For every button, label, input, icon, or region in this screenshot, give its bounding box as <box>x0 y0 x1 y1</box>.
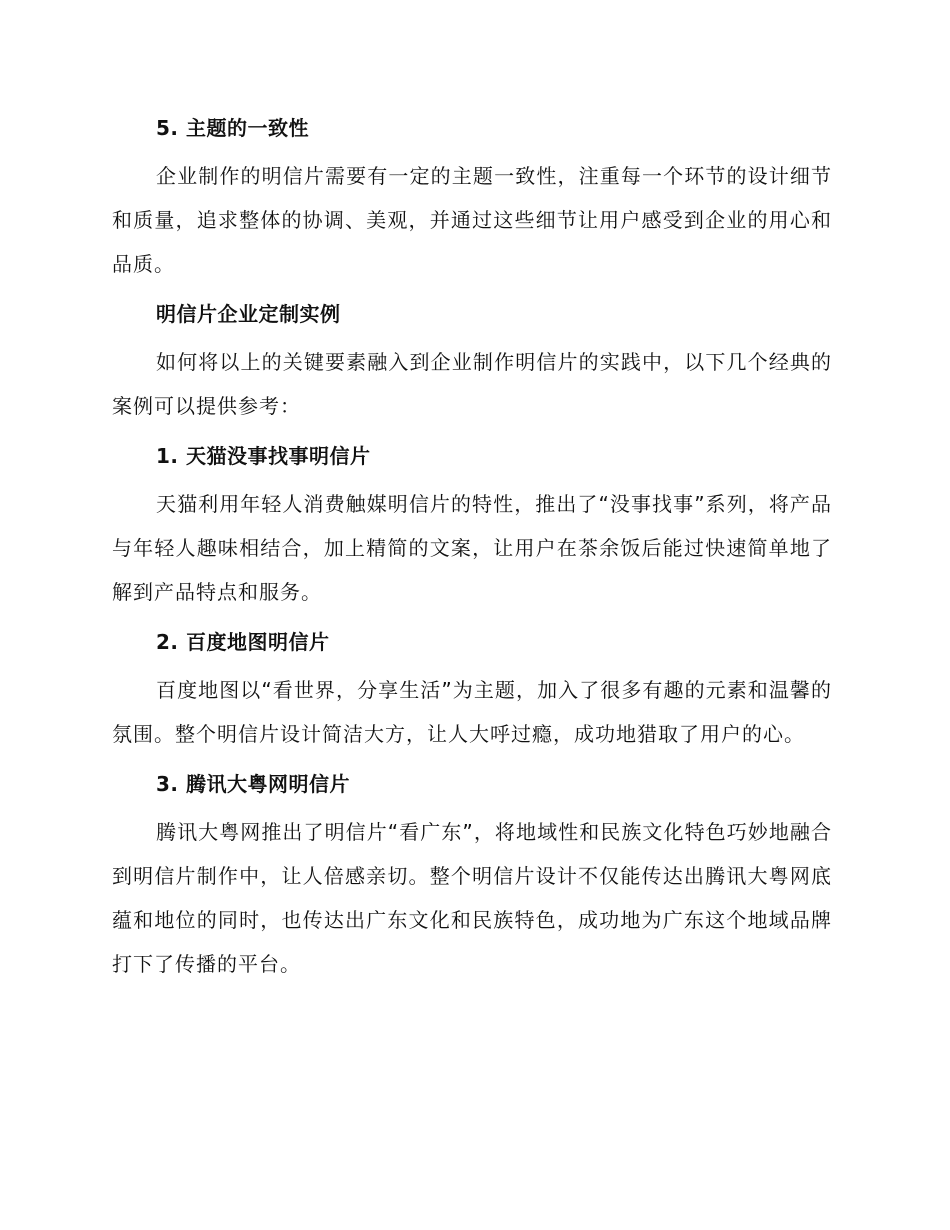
section-heading: 明信片企业定制实例 <box>156 302 341 326</box>
section-examples-intro <box>112 294 832 428</box>
section-paragraph: 天猫利用年轻人消费触媒明信片的特性，推出了“没事找事”系列，将产品与年轻人趣味相结合，加上精简的文案，让用户在茶余饭后能过快速简单地了解到产品特点和服务。 <box>112 492 832 604</box>
section-theme-consistency <box>112 108 832 286</box>
section-tencent-dayue <box>112 764 832 986</box>
section-paragraph: 腾讯大粤网推出了明信片“看广东”，将地域性和民族文化特色巧妙地融合到明信片制作中，让人倍感亲切。整个明信片设计不仅能传达出腾讯大粤网底蕴和地位的同时，也传达出广东文化和民族特色，成功地为广东这个地域品牌打下了传播的平台。 <box>112 820 832 976</box>
document-page <box>112 108 832 994</box>
section-baidu-map <box>112 622 832 756</box>
section-paragraph: 如何将以上的关键要素融入到企业制作明信片的实践中，以下几个经典的案例可以提供参考： <box>112 350 832 418</box>
section-heading: 3. 腾讯大粤网明信片 <box>156 772 350 796</box>
section-tmall <box>112 436 832 614</box>
section-heading: 2. 百度地图明信片 <box>156 630 330 654</box>
section-paragraph: 百度地图以“看世界，分享生活”为主题，加入了很多有趣的元素和温馨的氛围。整个明信片设计简洁大方，让人大呼过瘾，成功地猎取了用户的心。 <box>112 678 832 746</box>
section-heading: 5. 主题的一致性 <box>156 116 309 140</box>
section-heading: 1. 天猫没事找事明信片 <box>156 444 371 468</box>
section-paragraph: 企业制作的明信片需要有一定的主题一致性，注重每一个环节的设计细节和质量，追求整体的协调、美观，并通过这些细节让用户感受到企业的用心和品质。 <box>112 164 832 276</box>
